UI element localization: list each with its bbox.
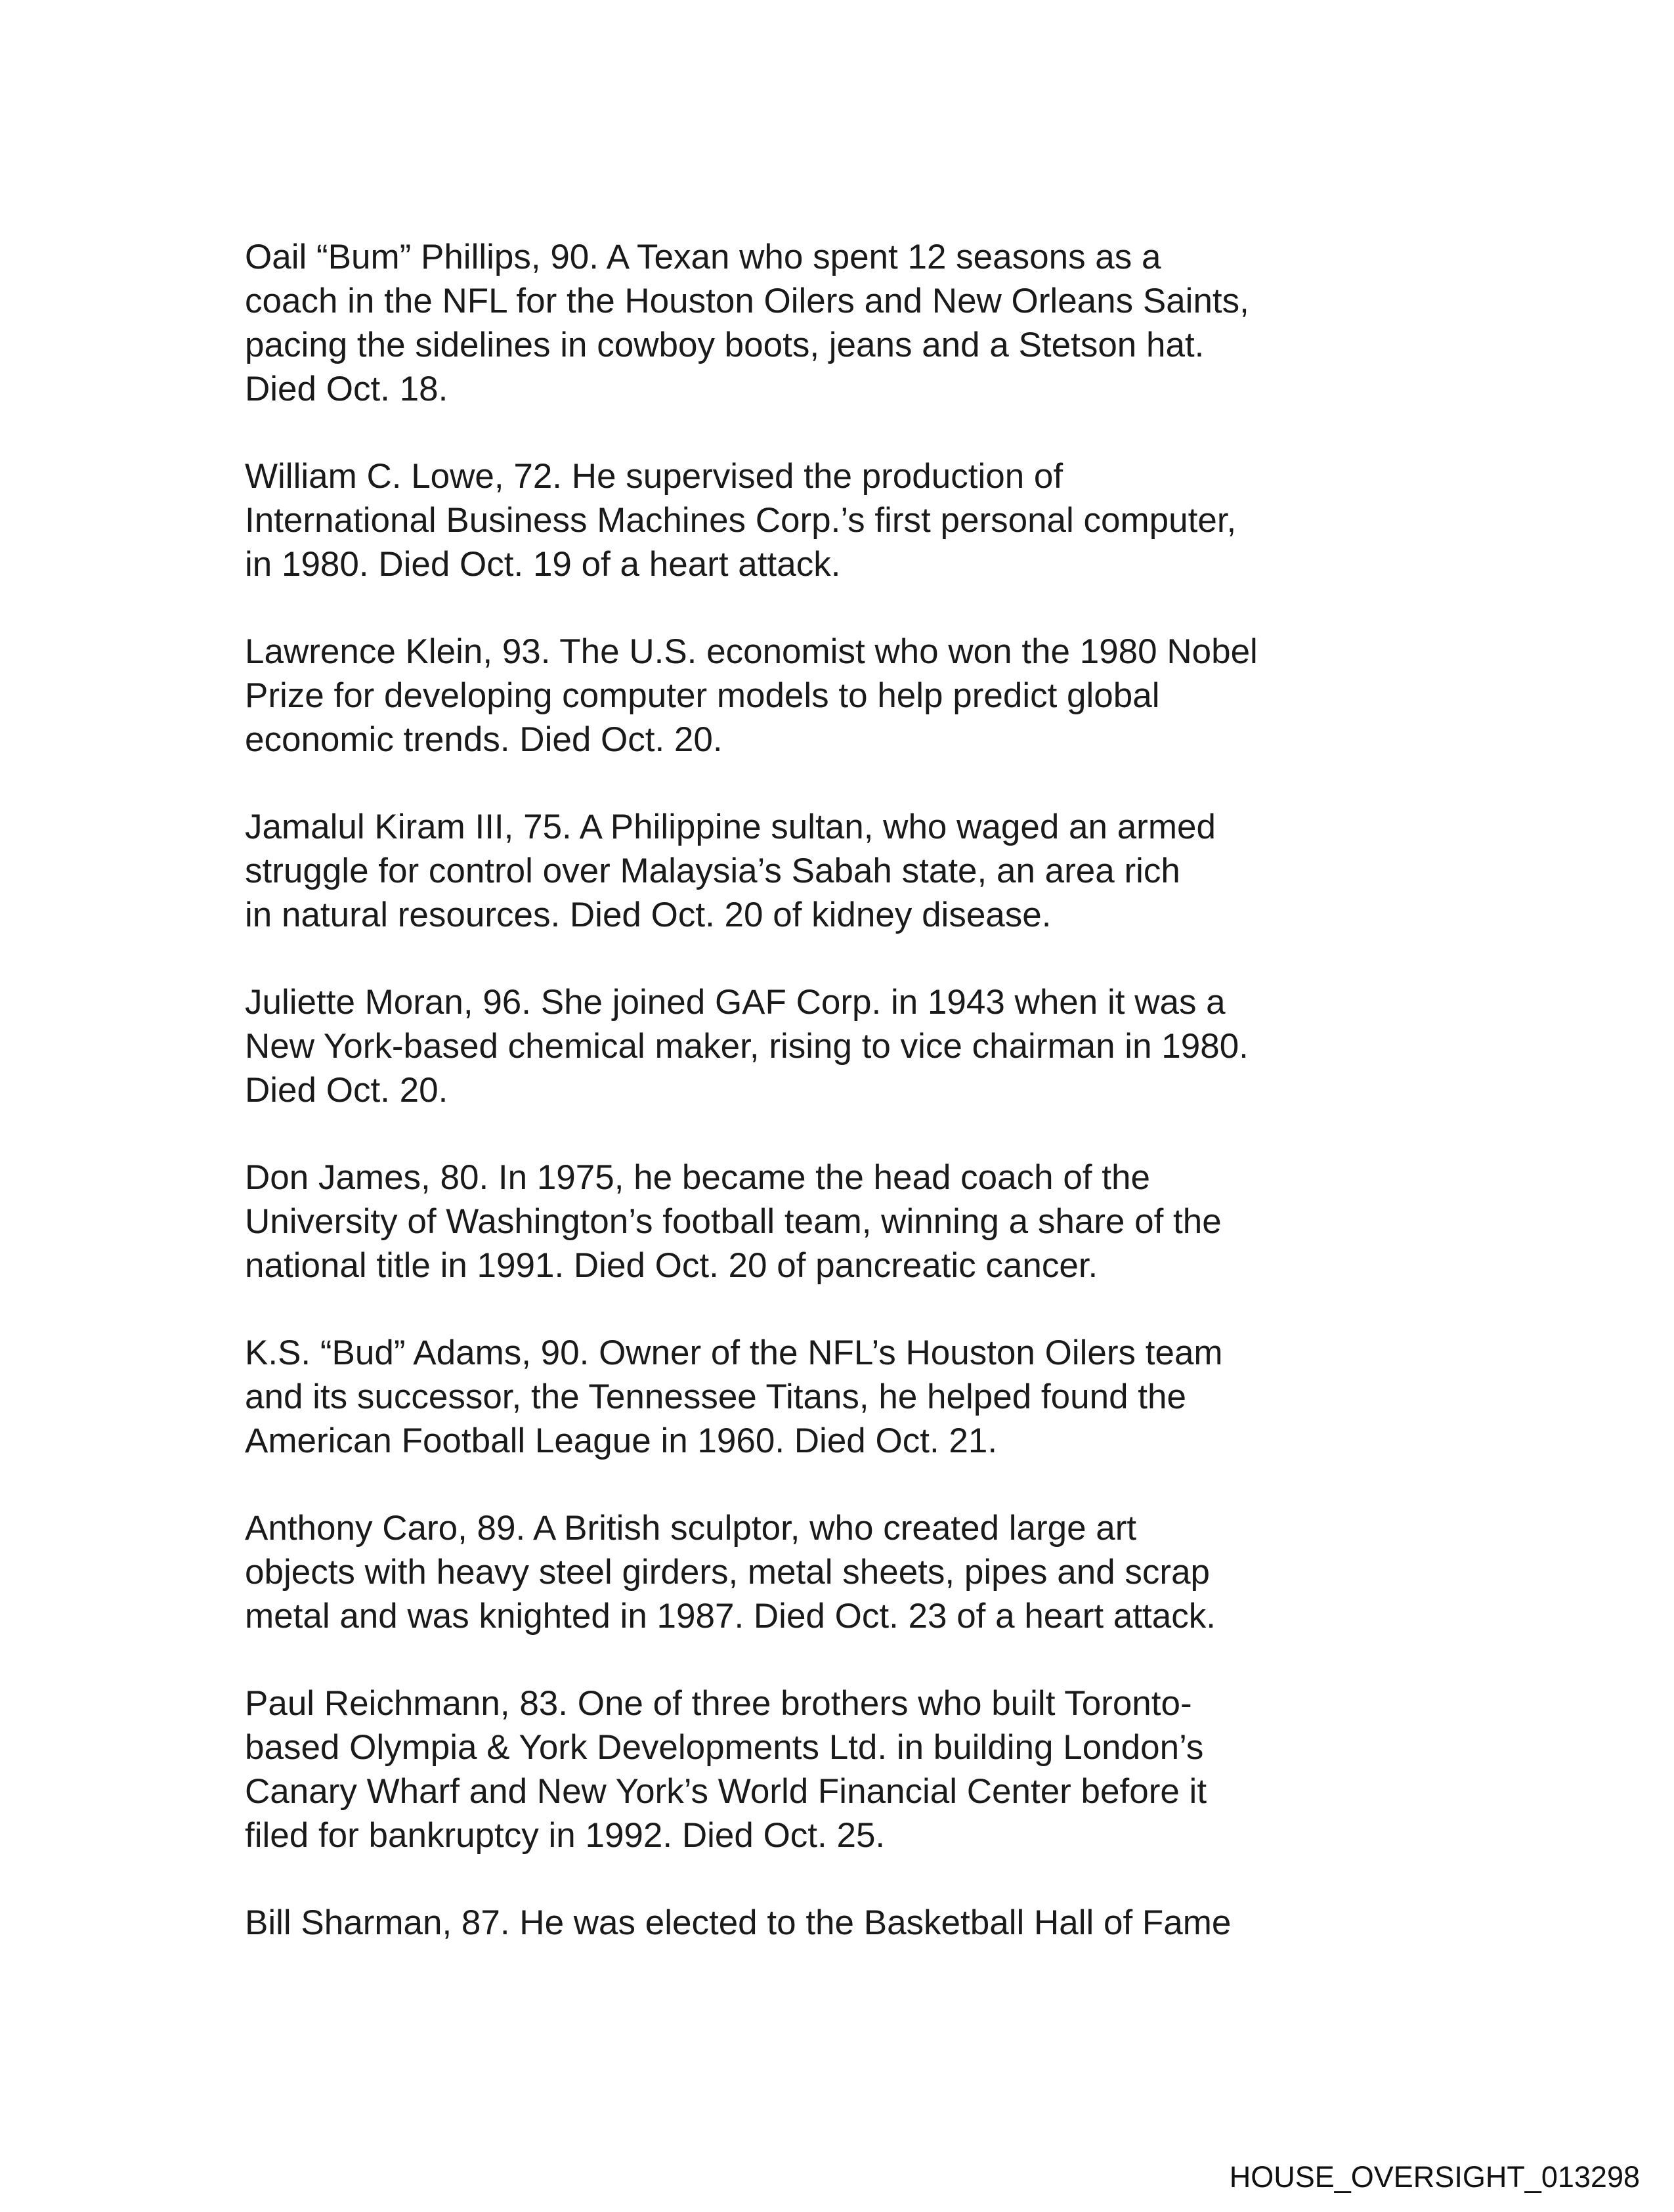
obituary-entry: [245, 235, 1427, 411]
text-line: national title in 1991. Died Oct. 20 of pancreatic cancer.: [245, 1246, 1098, 1285]
obituary-entry: [245, 1506, 1427, 1638]
text-line: economic trends. Died Oct. 20.: [245, 720, 723, 759]
obituary-entry: [245, 630, 1427, 762]
text-line: New York-based chemical maker, rising to vice chairman in 1980.: [245, 1027, 1249, 1066]
text-line: in natural resources. Died Oct. 20 of kidney disease.: [245, 896, 1052, 934]
text-line: Died Oct. 20.: [245, 1071, 448, 1110]
text-line: International Business Machines Corp.’s first personal computer,: [245, 501, 1237, 540]
obituary-entry: [245, 1901, 1427, 1945]
obituary-entry: [245, 454, 1427, 586]
obituary-entry: [245, 805, 1427, 937]
text-line: Don James, 80. In 1975, he became the head coach of the: [245, 1158, 1150, 1197]
text-line: Juliette Moran, 96. She joined GAF Corp. in 1943 when it was a: [245, 983, 1226, 1022]
document-id-stamp: HOUSE_OVERSIGHT_013298: [1229, 2160, 1640, 2194]
obituary-entry: [245, 1156, 1427, 1288]
text-line: objects with heavy steel girders, metal sheets, pipes and scrap: [245, 1553, 1211, 1592]
text-line: K.S. “Bud” Adams, 90. Owner of the NFL’s Houston Oilers team: [245, 1334, 1223, 1372]
text-line: pacing the sidelines in cowboy boots, jeans and a Stetson hat.: [245, 326, 1205, 364]
text-line: Lawrence Klein, 93. The U.S. economist who won the 1980 Nobel: [245, 632, 1258, 671]
obituary-entry: [245, 1331, 1427, 1463]
obituary-list: [245, 235, 1427, 1988]
text-line: Died Oct. 18.: [245, 370, 448, 408]
text-line: filed for bankruptcy in 1992. Died Oct. 25.: [245, 1816, 886, 1855]
text-line: Oail “Bum” Phillips, 90. A Texan who spent 12 seasons as a: [245, 238, 1161, 276]
text-line: Canary Wharf and New York’s World Financial Center before it: [245, 1772, 1207, 1811]
text-line: coach in the NFL for the Houston Oilers and New Orleans Saints,: [245, 282, 1249, 320]
text-line: struggle for control over Malaysia’s Sabah state, an area rich: [245, 852, 1180, 890]
text-line: based Olympia & York Developments Ltd. in building London’s: [245, 1728, 1204, 1767]
text-line: Bill Sharman, 87. He was elected to the Basketball Hall of Fame: [245, 1903, 1232, 1942]
text-line: American Football League in 1960. Died Oct. 21.: [245, 1421, 998, 1460]
text-line: University of Washington’s football team, winning a share of the: [245, 1202, 1222, 1241]
text-line: Anthony Caro, 89. A British sculptor, who created large art: [245, 1509, 1137, 1548]
text-line: Jamalul Kiram III, 75. A Philippine sultan, who waged an armed: [245, 808, 1216, 846]
text-line: Paul Reichmann, 83. One of three brothers who built Toronto-: [245, 1684, 1192, 1723]
text-line: in 1980. Died Oct. 19 of a heart attack.: [245, 545, 841, 584]
text-line: Prize for developing computer models to help predict global: [245, 676, 1160, 715]
text-line: William C. Lowe, 72. He supervised the production of: [245, 457, 1063, 496]
text-line: metal and was knighted in 1987. Died Oct. 23 of a heart attack.: [245, 1597, 1216, 1636]
text-line: and its successor, the Tennessee Titans, he helped found the: [245, 1377, 1186, 1416]
obituary-entry: [245, 980, 1427, 1112]
obituary-entry: [245, 1681, 1427, 1857]
